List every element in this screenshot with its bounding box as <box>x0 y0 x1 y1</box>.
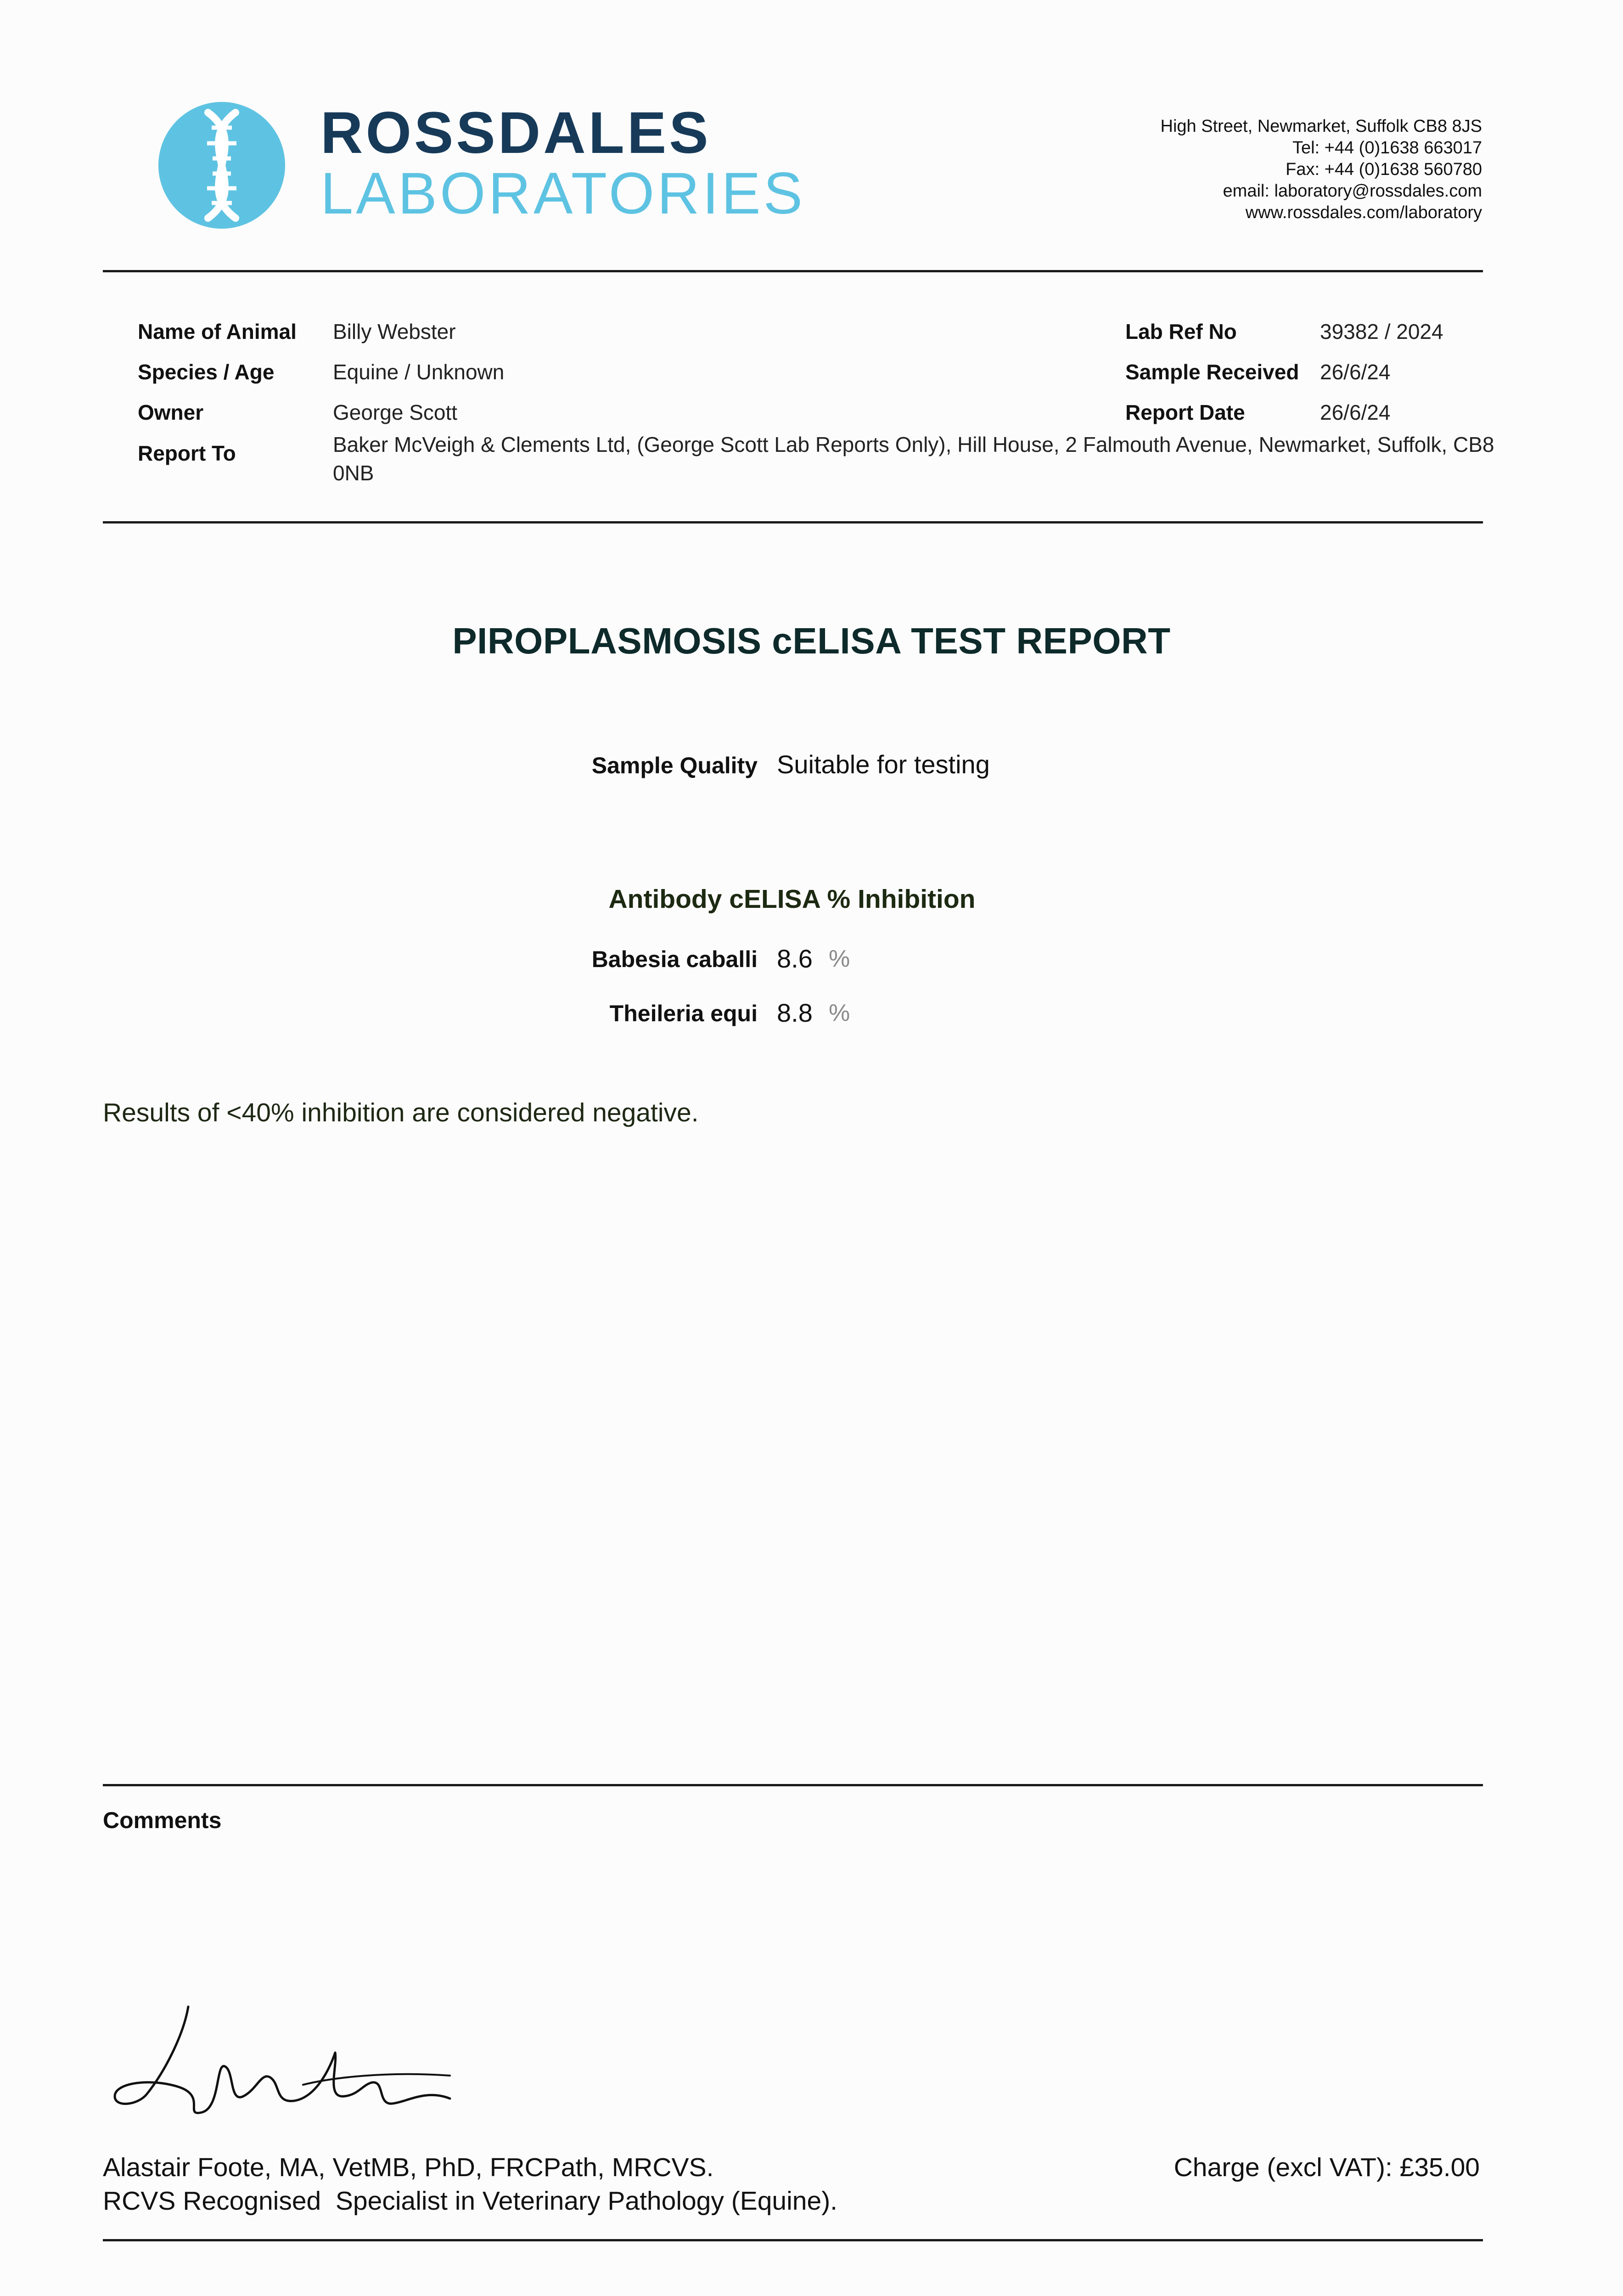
sample-received-value: 26/6/24 <box>1320 360 1391 384</box>
name-of-animal-label: Name of Animal <box>138 320 297 343</box>
lab-logo <box>157 101 809 230</box>
sample-received-label: Sample Received <box>1125 360 1299 384</box>
report-title: PIROPLASMOSIS cELISA TEST REPORT <box>452 620 1171 661</box>
lab-address <box>1161 116 1482 224</box>
result-value: 8.8 <box>777 998 813 1027</box>
dna-helix-icon <box>157 101 286 230</box>
result-value: 8.6 <box>777 944 813 973</box>
divider <box>103 2239 1483 2241</box>
address-fax: Fax: +44 (0)1638 560780 <box>1286 160 1482 179</box>
owner-value: George Scott <box>333 400 458 424</box>
signer-name: Alastair Foote, MA, VetMB, PhD, FRCPath, MRCVS. <box>103 2153 714 2182</box>
address-street: High Street, Newmarket, Suffolk CB8 8JS <box>1160 117 1482 136</box>
report-to-label: Report To <box>138 441 236 465</box>
interpretation-note: Results of <40% inhibition are considered negative. <box>103 1098 699 1127</box>
result-unit: % <box>829 1000 850 1026</box>
owner-label: Owner <box>138 400 204 424</box>
report-date-value: 26/6/24 <box>1320 400 1391 424</box>
species-age-label: Species / Age <box>138 360 275 384</box>
lab-ref-label: Lab Ref No <box>1125 320 1237 343</box>
address-tel: Tel: +44 (0)1638 663017 <box>1292 138 1482 158</box>
report-to-value: Baker McVeigh & Clements Ltd, (George Scott Lab Reports Only), Hill House, 2 Falmouth Avenue, Newmarket, Suffolk, CB8 0NB <box>333 433 1494 485</box>
result-unit: % <box>829 945 850 972</box>
charge-amount: Charge (excl VAT): £35.00 <box>1174 2153 1480 2182</box>
name-of-animal-value: Billy Webster <box>333 320 456 343</box>
signer-credentials: RCVS Recognised Specialist in Veterinary Pathology (Equine). <box>103 2186 838 2216</box>
divider <box>103 1784 1483 1786</box>
brand-name-line1: ROSSDALES <box>320 100 711 166</box>
address-email: email: laboratory@rossdales.com <box>1223 181 1482 201</box>
divider <box>103 270 1483 272</box>
divider <box>103 521 1483 523</box>
result-label: Theileria equi <box>609 1001 758 1026</box>
sample-quality-label: Sample Quality <box>591 753 758 778</box>
result-label: Babesia caballi <box>591 946 758 972</box>
sample-quality-value: Suitable for testing <box>777 750 990 779</box>
brand-name-line2: LABORATORIES <box>320 161 805 226</box>
report-date-label: Report Date <box>1125 400 1245 424</box>
comments-label: Comments <box>103 1807 222 1833</box>
signature <box>110 1998 459 2122</box>
antibody-heading: Antibody cELISA % Inhibition <box>608 884 976 914</box>
lab-ref-value: 39382 / 2024 <box>1320 320 1443 343</box>
address-web: www.rossdales.com/laboratory <box>1245 203 1482 222</box>
species-age-value: Equine / Unknown <box>333 360 505 384</box>
